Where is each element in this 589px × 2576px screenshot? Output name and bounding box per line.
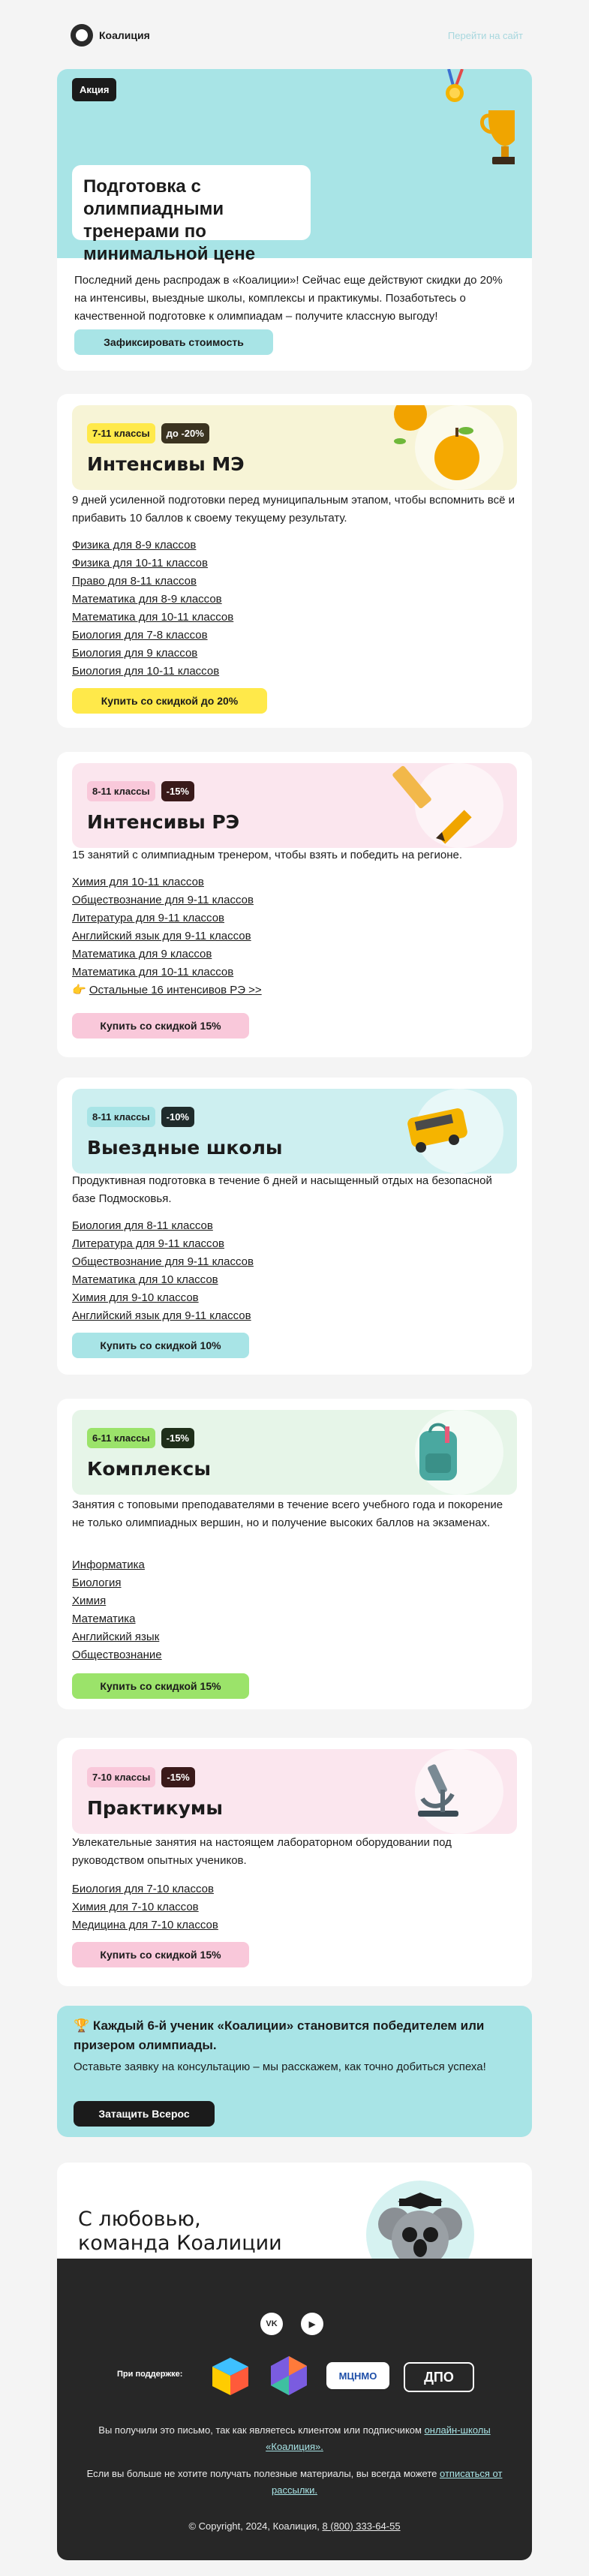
list-item bbox=[72, 1592, 162, 1610]
course-link[interactable]: Физика для 8-9 классов bbox=[72, 539, 197, 552]
unsubscribe-notice bbox=[72, 2466, 517, 2499]
fix-price-button[interactable]: Зафиксировать стоимость bbox=[74, 329, 273, 355]
list-item bbox=[72, 663, 233, 681]
hero-description: Последний день распродаж в «Коалиции»! Сейчас еще действуют скидки до 20% на интенсивы, выездные школы, комплексы и практикумы. Позаботьтесь о качественной подготовке к олимпиадам – получите классную выгоду! bbox=[74, 274, 503, 323]
buy-practice-button[interactable]: Купить со скидкой 15% bbox=[72, 1942, 249, 1967]
list-item bbox=[72, 945, 262, 963]
list-item bbox=[72, 1271, 254, 1289]
course-link[interactable]: Английский язык для 9-11 классов bbox=[72, 1309, 251, 1322]
signoff-line2: команда Коалиции bbox=[78, 2232, 282, 2255]
list-item bbox=[72, 591, 233, 609]
course-link[interactable]: Английский язык для 9-11 классов bbox=[72, 930, 251, 942]
list-item bbox=[72, 909, 262, 927]
list-item bbox=[72, 1253, 254, 1271]
card-intensive-me bbox=[57, 394, 532, 728]
card-description: 15 занятий с олимпиадным тренером, чтобы взять и победить на регионе. bbox=[72, 849, 462, 861]
card-complexes bbox=[57, 1399, 532, 1709]
list-item bbox=[72, 1916, 218, 1934]
card-banner bbox=[72, 1749, 517, 1834]
copyright bbox=[72, 2518, 517, 2535]
mcnmo-logo[interactable]: МЦНМО bbox=[326, 2362, 389, 2389]
course-link[interactable]: Биология bbox=[72, 1577, 122, 1589]
buy-complex-button[interactable]: Купить со скидкой 15% bbox=[72, 1673, 249, 1699]
card-title: Практикумы bbox=[87, 1797, 223, 1819]
backpack-icon bbox=[412, 1420, 464, 1485]
ruler-pencil-icon bbox=[382, 763, 494, 848]
list-item bbox=[72, 555, 233, 573]
list-item bbox=[72, 627, 233, 645]
course-links bbox=[72, 873, 262, 999]
subscription-notice bbox=[72, 2422, 517, 2455]
list-item bbox=[72, 1217, 254, 1235]
course-links bbox=[72, 537, 233, 681]
list-item bbox=[72, 1628, 162, 1646]
card-tags bbox=[87, 1767, 195, 1787]
list-item bbox=[72, 1610, 162, 1628]
unsubscribe-link[interactable]: отписаться от рассылки. bbox=[272, 2468, 503, 2496]
list-item bbox=[72, 1898, 218, 1916]
card-banner bbox=[72, 763, 517, 848]
card-tags bbox=[87, 1107, 194, 1127]
list-item bbox=[72, 573, 233, 591]
winner-callout bbox=[57, 2006, 532, 2137]
course-link[interactable]: Литература для 9-11 классов bbox=[72, 912, 225, 924]
koala-logo-icon bbox=[71, 24, 93, 47]
card-tags bbox=[87, 423, 209, 443]
card-title: Интенсивы МЭ bbox=[87, 453, 245, 475]
course-link[interactable]: Английский язык bbox=[72, 1631, 160, 1643]
discount-tag: -15% bbox=[161, 1428, 194, 1448]
list-item bbox=[72, 1646, 162, 1664]
phone-link[interactable]: 8 (800) 333-64-55 bbox=[322, 2520, 401, 2532]
notice-text: Если вы больше не хотите получать полезные материалы, вы всегда можете bbox=[86, 2468, 440, 2479]
list-item bbox=[72, 1880, 218, 1898]
list-item bbox=[72, 1307, 254, 1325]
list-item bbox=[72, 927, 262, 945]
card-description: 9 дней усиленной подготовки перед муниципальным этапом, чтобы вспомнить всё и прибавить 10 баллов к своему текущему результату. bbox=[72, 494, 515, 525]
course-link[interactable]: Обществознание для 9-11 классов bbox=[72, 1255, 254, 1268]
consultation-button[interactable]: Затащить Всерос bbox=[74, 2101, 215, 2127]
card-intensive-re bbox=[57, 752, 532, 1057]
notice-text: Вы получили это письмо, так как являетесь клиентом или подписчиком bbox=[98, 2424, 425, 2436]
course-link[interactable]: Химия для 7-10 классов bbox=[72, 1901, 199, 1913]
course-link[interactable]: Математика для 10-11 классов bbox=[72, 611, 234, 624]
course-links bbox=[72, 1880, 218, 1934]
list-item bbox=[72, 1235, 254, 1253]
trophy-medal-icon bbox=[410, 69, 515, 182]
course-links bbox=[72, 1217, 254, 1325]
go-to-site-link[interactable]: Перейти на сайт bbox=[447, 30, 523, 41]
hexagon-logo-icon[interactable] bbox=[268, 2355, 310, 2397]
online-school-link[interactable]: онлайн-школы «Коалиция». bbox=[266, 2424, 491, 2452]
copyright-text: © Copyright, 2024, Коалиция, bbox=[188, 2520, 323, 2532]
course-link[interactable]: Обществознание bbox=[72, 1649, 162, 1661]
card-practicums bbox=[57, 1738, 532, 1986]
course-link[interactable]: Химия для 10-11 классов bbox=[72, 876, 204, 888]
school-bus-icon bbox=[404, 1105, 472, 1158]
list-item bbox=[72, 963, 262, 981]
card-description: Увлекательные занятия на настоящем лабораторном оборудовании под руководством опытных учеников. bbox=[72, 1836, 452, 1867]
list-item bbox=[72, 1289, 254, 1307]
brand-name: Коалиция bbox=[99, 29, 150, 41]
card-title: Комплексы bbox=[87, 1458, 211, 1480]
email-footer bbox=[57, 2259, 532, 2560]
signoff-text bbox=[78, 2208, 282, 2256]
course-link[interactable]: Химия bbox=[72, 1595, 107, 1607]
course-link[interactable]: Информатика bbox=[72, 1559, 145, 1571]
email-header bbox=[57, 14, 532, 53]
course-link[interactable]: Математика для 8-9 классов bbox=[72, 593, 222, 606]
discount-tag: до -20% bbox=[161, 423, 209, 443]
discount-tag: -15% bbox=[161, 1767, 194, 1787]
grades-tag: 7-10 классы bbox=[87, 1767, 155, 1787]
card-banner bbox=[72, 1089, 517, 1174]
course-link[interactable]: Математика для 10 классов bbox=[72, 1273, 218, 1286]
buy-re-button[interactable]: Купить со скидкой 15% bbox=[72, 1013, 249, 1039]
card-banner bbox=[72, 1410, 517, 1495]
trophy-icon: 🏆 bbox=[74, 2018, 90, 2033]
list-item bbox=[72, 645, 233, 663]
list-item bbox=[72, 1574, 162, 1592]
course-link[interactable]: Химия для 9-10 классов bbox=[72, 1291, 199, 1304]
course-link[interactable]: Биология для 7-10 классов bbox=[72, 1883, 214, 1895]
card-tags bbox=[87, 1428, 194, 1448]
course-link[interactable]: Биология для 8-11 классов bbox=[72, 1219, 213, 1232]
grades-tag: 6-11 классы bbox=[87, 1428, 155, 1448]
promo-badge: Акция bbox=[72, 78, 116, 101]
hero-banner bbox=[57, 69, 532, 264]
card-field-schools bbox=[57, 1078, 532, 1375]
course-link[interactable]: Математика для 10-11 классов bbox=[72, 966, 234, 978]
more-intensives-link[interactable]: Остальные 16 интенсивов РЭ >> bbox=[89, 984, 262, 996]
list-item bbox=[72, 891, 262, 909]
course-link[interactable]: Право для 8-11 классов bbox=[72, 575, 197, 588]
winner-title bbox=[74, 2016, 516, 2055]
card-tags bbox=[87, 781, 194, 801]
course-link[interactable]: Медицина для 7-10 классов bbox=[72, 1919, 218, 1931]
grades-tag: 8-11 классы bbox=[87, 781, 155, 801]
list-item bbox=[72, 609, 233, 627]
course-link[interactable]: Физика для 10-11 классов bbox=[72, 557, 208, 570]
youtube-icon[interactable]: ▶ bbox=[301, 2313, 323, 2335]
course-link[interactable]: Биология для 10-11 классов bbox=[72, 665, 220, 678]
signoff-card bbox=[57, 2163, 532, 2268]
winner-text: Оставьте заявку на консультацию – мы расскажем, как точно добиться успеха! bbox=[74, 2060, 486, 2073]
grades-tag: 7-11 классы bbox=[87, 423, 155, 443]
card-description: Продуктивная подготовка в течение 6 дней и насыщенный отдых на безопасной базе Подмосковья. bbox=[72, 1174, 492, 1205]
card-description: Занятия с топовыми преподавателями в течение всего учебного года и покорение не только олимпиадных вершин, но и получение высоких баллов на экзаменах. bbox=[72, 1498, 503, 1529]
winner-title-text: Каждый 6-й ученик «Коалиции» становится победителем или призером олимпиады. bbox=[74, 2018, 485, 2052]
course-link[interactable]: Биология для 9 классов bbox=[72, 647, 198, 660]
buy-school-button[interactable]: Купить со скидкой 10% bbox=[72, 1333, 249, 1358]
dpo-logo[interactable]: ДПО bbox=[404, 2362, 474, 2392]
course-link[interactable]: Биология для 7-8 классов bbox=[72, 629, 208, 642]
course-link[interactable]: Обществознание для 9-11 классов bbox=[72, 894, 254, 906]
list-item bbox=[72, 873, 262, 891]
discount-tag: -15% bbox=[161, 781, 194, 801]
buy-me-button[interactable]: Купить со скидкой до 20% bbox=[72, 688, 267, 714]
cube-logo-icon[interactable] bbox=[209, 2355, 251, 2397]
subject-links bbox=[72, 1556, 162, 1664]
card-title: Выездные школы bbox=[87, 1137, 283, 1159]
list-item bbox=[72, 981, 262, 999]
course-link[interactable]: Математика bbox=[72, 1613, 136, 1625]
hero-title: Подготовка с олимпиадными тренерами по минимальной цене bbox=[72, 165, 311, 240]
vk-icon[interactable]: VK bbox=[260, 2313, 283, 2335]
card-title: Интенсивы РЭ bbox=[87, 811, 240, 833]
microscope-icon bbox=[412, 1761, 464, 1821]
course-link[interactable]: Математика для 9 классов bbox=[72, 948, 212, 960]
card-banner bbox=[72, 405, 517, 490]
list-item bbox=[72, 1556, 162, 1574]
koala-mascot-icon bbox=[365, 2179, 476, 2268]
support-label: При поддержке: bbox=[117, 2370, 183, 2379]
pointing-hand-icon: 👉 bbox=[72, 984, 86, 996]
discount-tag: -10% bbox=[161, 1107, 194, 1127]
course-link[interactable]: Литература для 9-11 классов bbox=[72, 1237, 225, 1250]
signoff-line1: С любовью, bbox=[78, 2208, 201, 2231]
hero-card bbox=[57, 69, 532, 371]
grades-tag: 8-11 классы bbox=[87, 1107, 155, 1127]
list-item bbox=[72, 537, 233, 555]
brand-logo[interactable] bbox=[71, 24, 150, 47]
apples-icon bbox=[382, 405, 494, 490]
